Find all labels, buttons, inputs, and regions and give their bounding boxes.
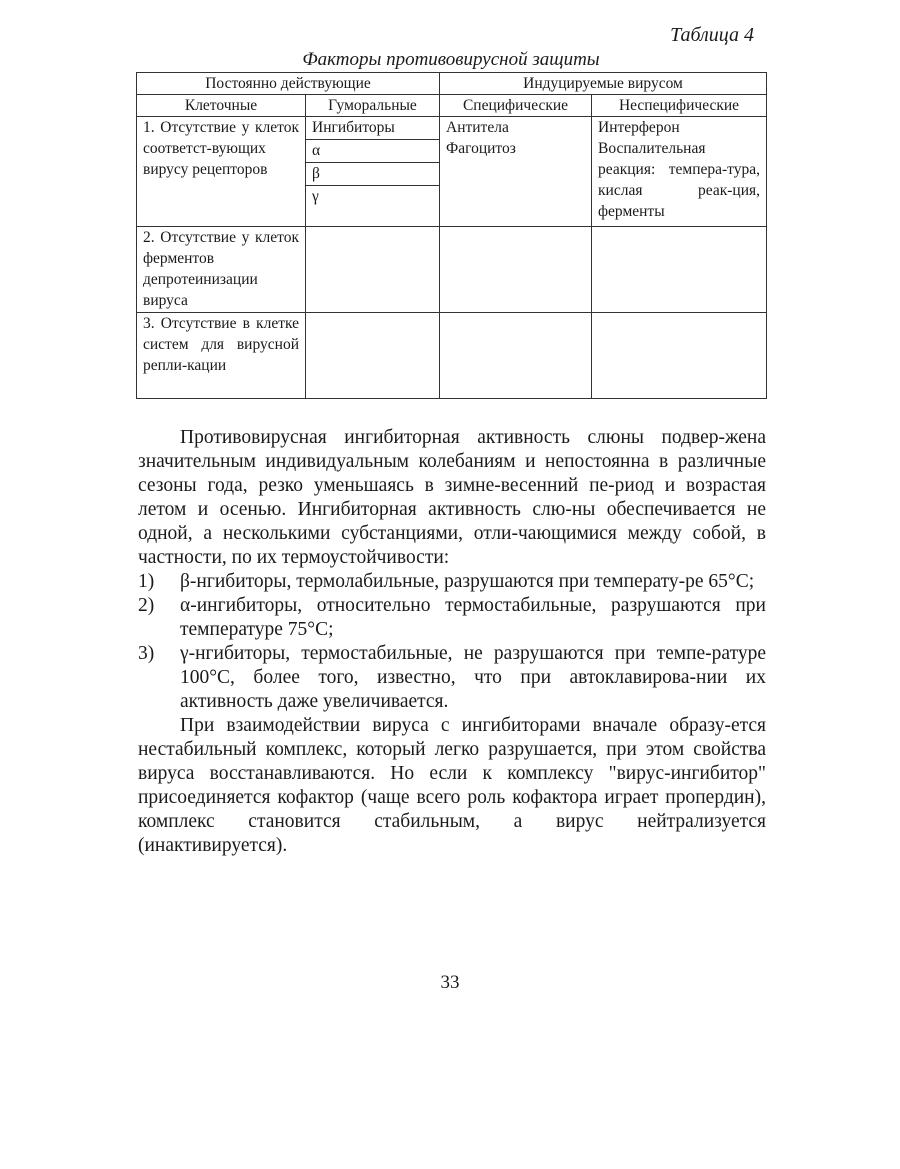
body-text xyxy=(138,426,766,858)
cell-nonspecific xyxy=(592,313,767,399)
cell-cellular: 2. Отсутствие у клеток ферментов депротеинизации вируса xyxy=(137,227,306,313)
page-number: 33 xyxy=(440,972,460,993)
table-row xyxy=(137,227,767,313)
cell-specific xyxy=(440,313,592,399)
list-item-text: α-ингибиторы, относительно термостабильные, разрушаются при температуре 75°С; xyxy=(180,595,766,640)
cell-nonspecific xyxy=(592,227,767,313)
table-caption: Факторы противовирусной защиты xyxy=(302,49,600,70)
list-item xyxy=(138,642,766,714)
table-column-header-row xyxy=(137,95,767,117)
specific-antibodies: Антитела xyxy=(446,119,509,136)
cell-cellular: 1. Отсутствие у клеток соответст-вующих вирусу рецепторов xyxy=(137,117,306,227)
table-row xyxy=(137,313,767,399)
paragraph-virus-inhibitor-complex: При взаимодействии вируса с ингибиторами вначале образу-ется нестабильный комплекс, который легко разрушается, при этом свойства вируса восстанавливаются. Но если к комплексу "вирус-ингибитор" присоединяется кофактор (чаще всего роль кофактора играет пропердин), комплекс становится стабильным, а вирус нейтрализуется (инактивируется). xyxy=(138,715,766,856)
group-header-induced: Индуцируемые вирусом xyxy=(440,73,767,95)
list-item xyxy=(138,570,766,594)
nonspecific-interferon: Интерферон xyxy=(598,119,680,136)
list-item-number: 1) xyxy=(138,571,155,592)
list-item-number: 3) xyxy=(138,643,155,664)
list-item xyxy=(138,594,766,642)
specific-phagocytosis: Фагоцитоз xyxy=(446,140,516,157)
nonspecific-inflammation: Воспалительная реакция: темпера-тура, кислая реак-ция, ферменты xyxy=(598,140,760,220)
humoral-gamma: γ xyxy=(312,188,319,205)
table-group-header-row xyxy=(137,73,767,95)
column-header-specific: Специфические xyxy=(440,95,592,117)
paragraph-saliva-activity: Противовирусная ингибиторная активность слюны подвер-жена значительным индивидуальным колебаниям и непостоянна в различные сезоны года, резко уменьшаясь в зимне-весенний пе-риод и возрастая летом и осенью. Ингибиторная активность слю-ны обеспечивается не одной, а несколькими субстанциями, отли-чающимися между собой, в частности, по их термоустойчивости: xyxy=(138,427,766,568)
table-number-label: Таблица 4 xyxy=(670,24,754,46)
group-header-permanent: Постоянно действующие xyxy=(137,73,440,95)
humoral-alpha: α xyxy=(306,140,439,163)
cell-humoral xyxy=(306,227,440,313)
humoral-beta: β xyxy=(306,163,439,186)
cell-humoral xyxy=(306,117,440,227)
table-row xyxy=(137,117,767,227)
inhibitor-list xyxy=(138,570,766,714)
list-item-text: γ-нгибиторы, термостабильные, не разрушаются при темпе-ратуре 100°С, более того, известно, что при автоклавирова-нии их активность даже увеличивается. xyxy=(180,643,766,712)
column-header-nonspecific: Неспецифические xyxy=(592,95,767,117)
column-header-cellular: Клеточные xyxy=(137,95,306,117)
column-header-humoral: Гуморальные xyxy=(306,95,440,117)
cell-nonspecific xyxy=(592,117,767,227)
humoral-inhibitors: Ингибиторы xyxy=(306,117,439,140)
list-item-text: β-нгибиторы, термолабильные, разрушаются при температу-ре 65°С; xyxy=(180,571,755,592)
cell-specific xyxy=(440,227,592,313)
cell-humoral xyxy=(306,313,440,399)
antiviral-factors-table xyxy=(136,72,767,399)
cell-specific xyxy=(440,117,592,227)
cell-cellular: 3. Отсутствие в клетке систем для вирусной репли-кации xyxy=(137,313,306,399)
list-item-number: 2) xyxy=(138,595,155,616)
